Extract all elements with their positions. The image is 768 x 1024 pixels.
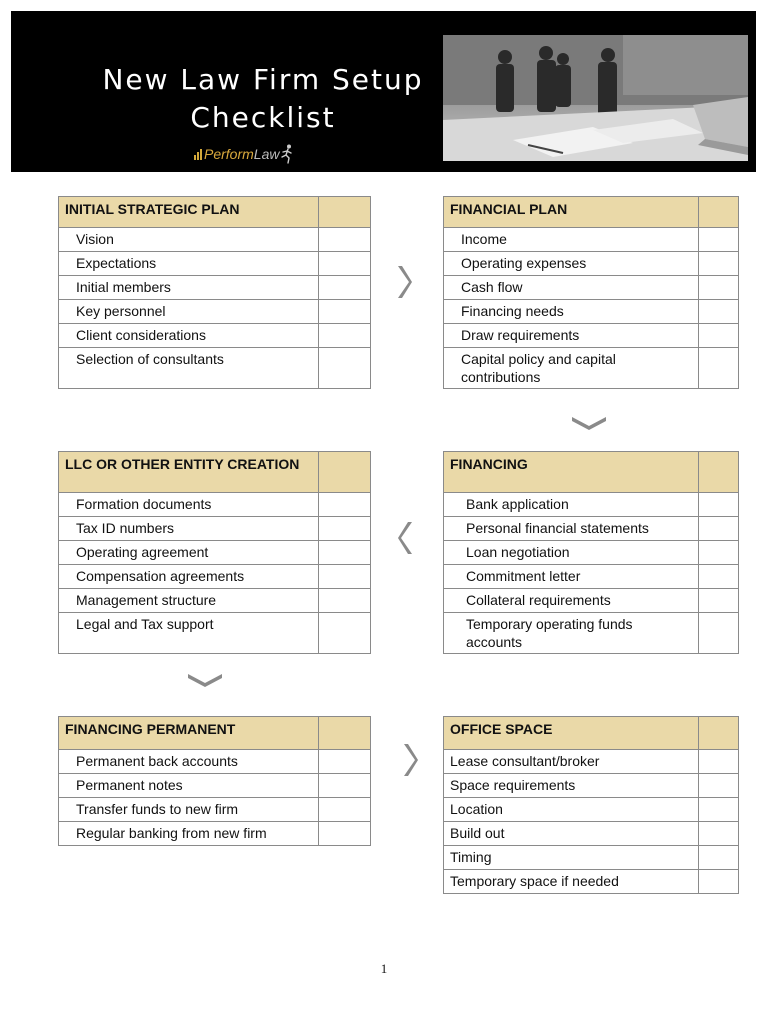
checkbox-cell[interactable] (319, 774, 371, 798)
office-space-checklist (443, 716, 739, 894)
chevron-right-icon (396, 264, 412, 300)
checkbox-cell[interactable] (319, 750, 371, 774)
checkbox-cell[interactable] (699, 493, 739, 517)
list-item: Operating expenses (444, 252, 699, 276)
list-item: Operating agreement (59, 541, 319, 565)
section-title: LLC OR OTHER ENTITY CREATION (59, 452, 319, 493)
section-title: INITIAL STRATEGIC PLAN (59, 197, 319, 228)
checkbox-cell[interactable] (699, 565, 739, 589)
list-item: Build out (444, 822, 699, 846)
chevron-down-icon (187, 672, 223, 688)
list-item: Bank application (444, 493, 699, 517)
list-item: Permanent notes (59, 774, 319, 798)
checkbox-cell[interactable] (699, 750, 739, 774)
list-item: Collateral requirements (444, 589, 699, 613)
checkbox-cell[interactable] (319, 589, 371, 613)
list-item: Commitment letter (444, 565, 699, 589)
business-meeting-photo (443, 35, 748, 161)
list-item: Legal and Tax support (59, 613, 319, 654)
logo-bars-icon (194, 148, 202, 160)
runner-icon (280, 144, 294, 164)
llc-entity-creation-checklist (58, 451, 371, 654)
list-item: Formation documents (59, 493, 319, 517)
list-item: Initial members (59, 276, 319, 300)
checkbox-cell[interactable] (699, 300, 739, 324)
financing-checklist (443, 451, 739, 654)
title-line-1: New Law Firm Setup (102, 63, 424, 96)
checkbox-cell[interactable] (699, 324, 739, 348)
checkbox-cell[interactable] (319, 798, 371, 822)
checkbox-cell[interactable] (699, 228, 739, 252)
checkbox-cell[interactable] (319, 517, 371, 541)
list-item: Vision (59, 228, 319, 252)
checkbox-cell[interactable] (699, 798, 739, 822)
list-item: Temporary space if needed (444, 870, 699, 894)
checkbox-cell[interactable] (319, 822, 371, 846)
checkbox-cell[interactable] (699, 589, 739, 613)
list-item: Cash flow (444, 276, 699, 300)
list-item: Income (444, 228, 699, 252)
performlaw-logo (194, 143, 294, 165)
header-check-cell (319, 452, 371, 493)
list-item: Lease consultant/broker (444, 750, 699, 774)
checkbox-cell[interactable] (319, 541, 371, 565)
list-item: Management structure (59, 589, 319, 613)
checkbox-cell[interactable] (699, 348, 739, 389)
header-check-cell (699, 452, 739, 493)
list-item: Personal financial statements (444, 517, 699, 541)
list-item: Location (444, 798, 699, 822)
title-line-2: Checklist (190, 101, 336, 134)
list-item: Timing (444, 846, 699, 870)
header-check-cell (699, 717, 739, 750)
checkbox-cell[interactable] (319, 324, 371, 348)
list-item: Permanent back accounts (59, 750, 319, 774)
list-item: Draw requirements (444, 324, 699, 348)
checkbox-cell[interactable] (699, 517, 739, 541)
checkbox-cell[interactable] (699, 541, 739, 565)
header-banner (11, 11, 756, 172)
checkbox-cell[interactable] (699, 774, 739, 798)
section-title: FINANCING PERMANENT (59, 717, 319, 750)
checkbox-cell[interactable] (319, 565, 371, 589)
list-item: Loan negotiation (444, 541, 699, 565)
logo-text-perform: Perform (204, 146, 254, 162)
checkbox-cell[interactable] (699, 822, 739, 846)
list-item: Capital policy and capital contributions (444, 348, 699, 389)
list-item: Temporary operating funds accounts (444, 613, 699, 654)
list-item: Space requirements (444, 774, 699, 798)
list-item: Regular banking from new firm (59, 822, 319, 846)
chevron-down-icon (571, 415, 607, 431)
list-item: Compensation agreements (59, 565, 319, 589)
header-check-cell (699, 197, 739, 228)
list-item: Transfer funds to new firm (59, 798, 319, 822)
financial-plan-checklist (443, 196, 739, 389)
section-title: FINANCIAL PLAN (444, 197, 699, 228)
list-item: Tax ID numbers (59, 517, 319, 541)
chevron-left-icon (398, 520, 414, 556)
checkbox-cell[interactable] (699, 846, 739, 870)
checkbox-cell[interactable] (319, 276, 371, 300)
list-item: Client considerations (59, 324, 319, 348)
section-title: OFFICE SPACE (444, 717, 699, 750)
checkbox-cell[interactable] (699, 613, 739, 654)
checkbox-cell[interactable] (319, 252, 371, 276)
checkbox-cell[interactable] (319, 348, 371, 389)
initial-strategic-plan-checklist (58, 196, 371, 389)
checkbox-cell[interactable] (319, 613, 371, 654)
logo-text-law: Law (253, 146, 280, 162)
list-item: Key personnel (59, 300, 319, 324)
page-number: 1 (380, 961, 388, 976)
checkbox-cell[interactable] (699, 276, 739, 300)
checkbox-cell[interactable] (319, 228, 371, 252)
list-item: Financing needs (444, 300, 699, 324)
header-check-cell (319, 717, 371, 750)
list-item: Selection of consultants (59, 348, 319, 389)
checkbox-cell[interactable] (699, 252, 739, 276)
checkbox-cell[interactable] (319, 300, 371, 324)
checkbox-cell[interactable] (319, 493, 371, 517)
chevron-right-icon (402, 742, 418, 778)
section-title: FINANCING (444, 452, 699, 493)
header-check-cell (319, 197, 371, 228)
checkbox-cell[interactable] (699, 870, 739, 894)
page-title (83, 61, 443, 137)
financing-permanent-checklist (58, 716, 371, 846)
list-item: Expectations (59, 252, 319, 276)
